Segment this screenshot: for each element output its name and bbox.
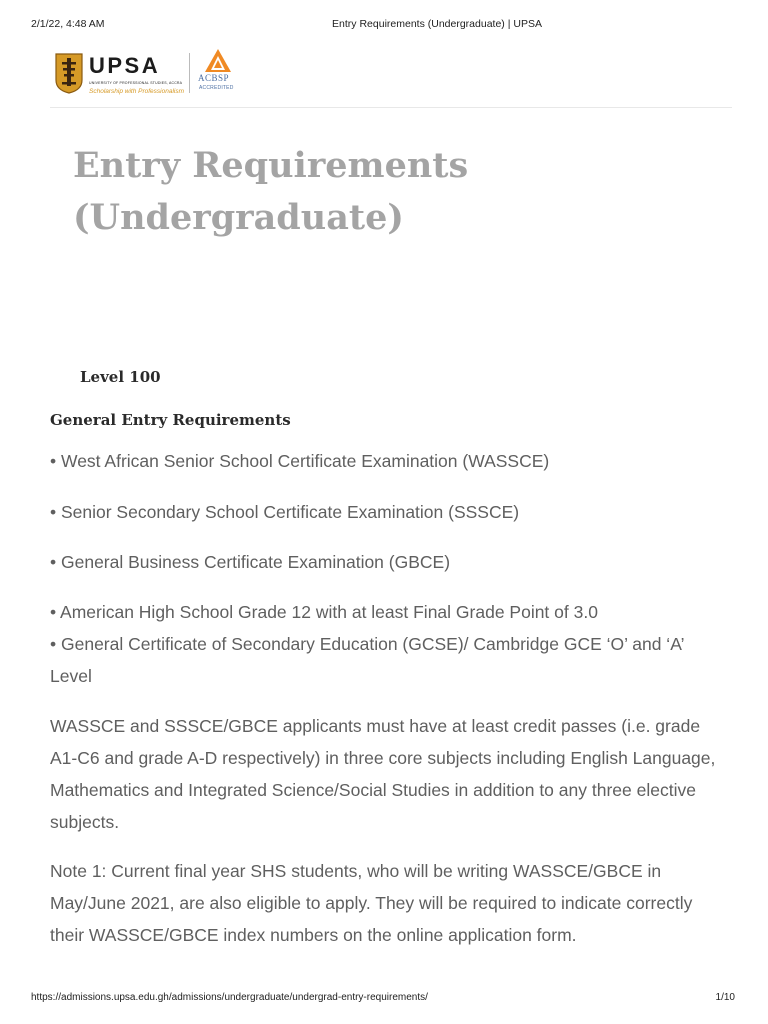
page-title	[73, 140, 693, 244]
acbsp-accredited: ACCREDITED	[199, 85, 234, 91]
upsa-motto: Scholarship with Professionalism	[89, 88, 185, 95]
level-heading: Level 100	[80, 368, 161, 386]
print-url: https://admissions.upsa.edu.gh/admissions/undergraduate/undergrad-entry-requirements/	[31, 992, 428, 1003]
site-header	[50, 45, 732, 108]
requirement-item: • Senior Secondary School Certificate Examination (SSSCE)	[50, 502, 520, 522]
print-page-title: Entry Requirements (Undergraduate) | UPSA	[332, 18, 542, 30]
upsa-subline: UNIVERSITY OF PROFESSIONAL STUDIES, ACCRA	[89, 81, 183, 85]
credit-pass-paragraph: WASSCE and SSSCE/GBCE applicants must have at least credit passes (i.e. grade A1-C6 and grade A-D respectively) in three core subjects including English Language, Mathematics and Integrated Science/Social Studies in addition to any three elective subjects.	[50, 716, 716, 832]
note-1-paragraph: Note 1: Current final year SHS students, who will be writing WASSCE/GBCE in May/June 2021, are also eligible to apply. They will be required to indicate correctly their WASSCE/GBCE index numbers on the online application form.	[50, 861, 693, 945]
requirement-item: • General Business Certificate Examination (GBCE)	[50, 552, 451, 572]
page-title-line-1: Entry Requirements	[73, 145, 469, 186]
acbsp-name: ACBSP	[198, 73, 230, 83]
upsa-logo[interactable]	[54, 50, 184, 98]
acbsp-logo	[198, 48, 238, 96]
requirement-item: • General Certificate of Secondary Education (GCSE)/ Cambridge GCE ‘O’ and ‘A’ Level	[50, 634, 684, 686]
logo-divider	[189, 53, 190, 93]
acbsp-flame-icon	[198, 48, 238, 74]
requirement-item: • West African Senior School Certificate Examination (WASSCE)	[50, 451, 550, 471]
general-entry-heading: General Entry Requirements	[50, 411, 291, 429]
page-indicator: 1/10	[715, 992, 735, 1003]
print-header	[0, 0, 768, 40]
requirement-item: • American High School Grade 12 with at least Final Grade Point of 3.0	[50, 602, 598, 622]
upsa-wordmark: UPSA	[89, 53, 161, 78]
print-datetime: 2/1/22, 4:48 AM	[31, 18, 105, 30]
upsa-emblem-icon	[54, 52, 84, 94]
page-title-line-2: (Undergraduate)	[73, 197, 404, 238]
